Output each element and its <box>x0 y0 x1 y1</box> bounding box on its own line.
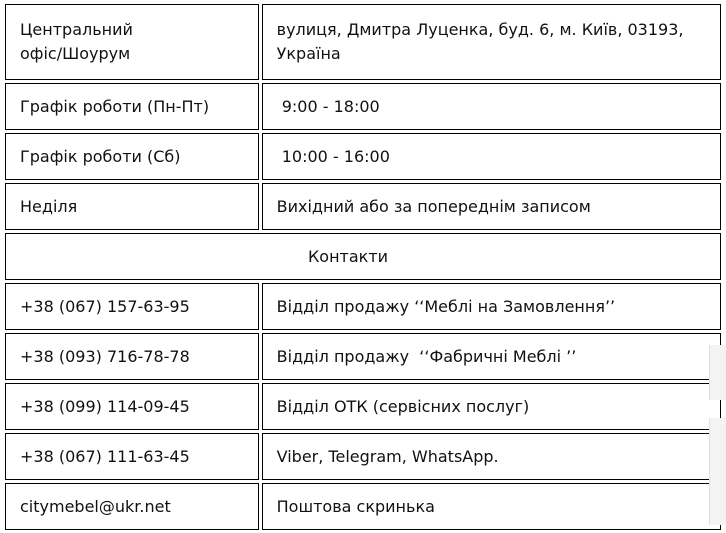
weekday-label-cell <box>5 83 259 130</box>
saturday-label-cell <box>5 133 259 180</box>
office-address: вулиця, Дмитра Луценка, буд. 6, м. Київ, 03193, Україна <box>276 20 689 63</box>
phone-4-cell[interactable] <box>5 433 259 480</box>
phone-4-desc-cell <box>262 433 721 480</box>
phone-3-cell[interactable] <box>5 383 259 430</box>
messengers-list: Viber, Telegram, WhatsApp. <box>276 446 499 466</box>
email-desc-cell <box>262 483 721 530</box>
phone-3-desc-cell <box>262 383 721 430</box>
saturday-label: Графік роботи (Сб) <box>20 146 181 166</box>
phone-2-link[interactable]: +38 (093) 716-78-78 <box>20 346 190 366</box>
phone-1-link[interactable]: +38 (067) 157-63-95 <box>20 296 190 316</box>
table-row-phone-4 <box>5 433 721 480</box>
phone-1-desc-cell <box>262 283 721 330</box>
table-row-phone-2 <box>5 333 721 380</box>
table-row-saturday-hours <box>5 133 721 180</box>
table-row-phone-1 <box>5 283 721 330</box>
email-cell[interactable] <box>5 483 259 530</box>
email-description: Поштова скринька <box>276 496 435 516</box>
weekday-hours: 9:00 - 18:00 <box>276 96 380 116</box>
office-label-cell <box>5 4 259 80</box>
office-label: Центральний офіс/Шоурум <box>20 20 133 63</box>
saturday-hours: 10:00 - 16:00 <box>276 146 390 166</box>
sunday-status-cell <box>262 183 721 230</box>
table-row-weekday-hours <box>5 83 721 130</box>
table-row-contacts-header <box>5 233 721 280</box>
phone-3-description: Відділ ОТК (сервісних послуг) <box>276 396 530 416</box>
table-row-phone-3 <box>5 383 721 430</box>
weekday-label: Графік роботи (Пн-Пт) <box>20 96 210 116</box>
sunday-label: Неділя <box>20 196 78 216</box>
office-address-cell <box>262 4 721 80</box>
phone-3-link[interactable]: +38 (099) 114-09-45 <box>20 396 190 416</box>
table-row-email <box>5 483 721 530</box>
weekday-hours-cell <box>262 83 721 130</box>
contacts-header: Контакти <box>307 246 389 266</box>
saturday-hours-cell <box>262 133 721 180</box>
scroll-edge-lower <box>709 418 726 525</box>
phone-4-link[interactable]: +38 (067) 111-63-45 <box>20 446 190 466</box>
sunday-status: Вихідний або за попереднім записом <box>276 196 591 216</box>
scroll-edge-upper <box>709 345 726 400</box>
phone-2-desc-cell <box>262 333 721 380</box>
email-link[interactable]: citymebel@ukr.net <box>20 496 171 516</box>
phone-2-description: Відділ продажу ‘‘Фабричні Меблі ’’ <box>276 346 577 366</box>
contacts-header-cell <box>5 233 721 280</box>
contacts-table <box>5 4 721 533</box>
sunday-label-cell <box>5 183 259 230</box>
phone-2-cell[interactable] <box>5 333 259 380</box>
table-row-office <box>5 4 721 80</box>
phone-1-cell[interactable] <box>5 283 259 330</box>
table-row-sunday <box>5 183 721 230</box>
phone-1-description: Відділ продажу ‘‘Меблі на Замовлення’’ <box>276 296 616 316</box>
